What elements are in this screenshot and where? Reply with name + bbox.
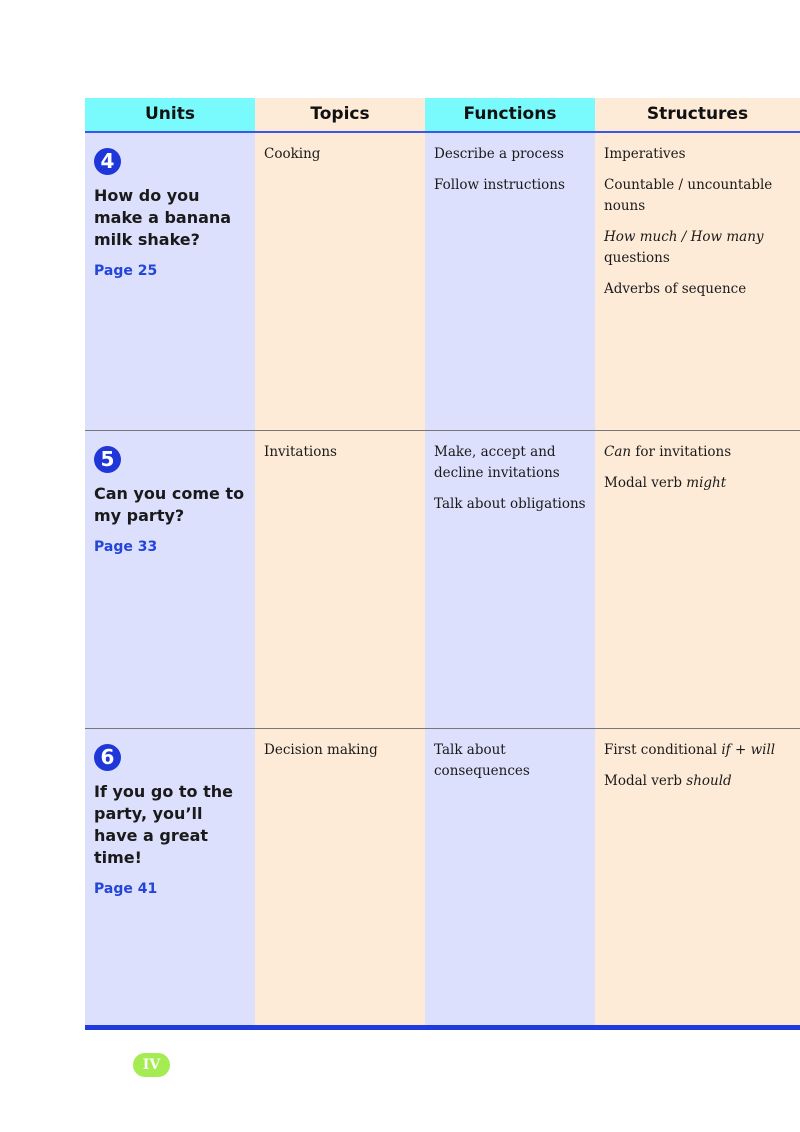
structures-cell <box>604 442 794 504</box>
topic-item: Cooking <box>264 146 321 162</box>
function-item: Follow instructions <box>434 177 565 193</box>
unit-page-link[interactable]: Page 33 <box>94 539 158 555</box>
functions-cell <box>434 442 590 525</box>
functions-header: Functions <box>425 98 595 131</box>
unit-cell <box>94 740 250 897</box>
structure-text: First conditional <box>604 742 722 758</box>
function-item: Talk about consequences <box>434 742 530 779</box>
topics-cell <box>264 740 420 771</box>
topic-item: Invitations <box>264 444 337 460</box>
unit-row-6 <box>85 729 800 1027</box>
function-item: Talk about obligations <box>434 496 586 512</box>
unit-row-5 <box>85 431 800 729</box>
structure-italic: if <box>721 742 731 758</box>
structure-italic: Can <box>604 444 632 460</box>
structure-item: Adverbs of sequence <box>604 281 747 297</box>
functions-cell <box>434 740 590 792</box>
structure-item: Imperatives <box>604 146 686 162</box>
topics-header: Topics <box>255 98 425 131</box>
unit-page-link[interactable]: Page 25 <box>94 263 158 279</box>
syllabus-table <box>85 98 800 1030</box>
unit-cell <box>94 442 250 555</box>
structure-item <box>604 473 794 494</box>
topics-cell <box>264 144 420 175</box>
structure-text: Modal verb <box>604 773 687 789</box>
unit-title: How do you make a banana milk shake? <box>94 186 232 249</box>
page-number-badge: IV <box>133 1053 170 1077</box>
topics-cell <box>264 442 420 473</box>
unit-number-badge: 6 <box>94 744 121 771</box>
unit-number-badge: 4 <box>94 148 121 175</box>
structures-header: Structures <box>595 98 800 131</box>
structure-text: Modal verb <box>604 475 687 491</box>
structure-text: + <box>730 742 751 758</box>
structure-text: for invitations <box>631 444 732 460</box>
functions-cell <box>434 144 590 206</box>
structure-italic: should <box>686 773 732 789</box>
unit-cell <box>94 144 250 279</box>
unit-page-link[interactable]: Page 41 <box>94 881 158 897</box>
structure-italic: How much / How many <box>604 229 764 245</box>
unit-title: If you go to the party, you’ll have a great time! <box>94 782 233 867</box>
units-header: Units <box>85 98 255 131</box>
structure-italic: might <box>686 475 727 491</box>
function-item: Describe a process <box>434 146 564 162</box>
unit-row-4 <box>85 133 800 431</box>
structure-item <box>604 740 794 761</box>
topic-item: Decision making <box>264 742 378 758</box>
structure-item <box>604 227 794 269</box>
structure-item <box>604 442 794 463</box>
table-bottom-border <box>85 1025 800 1030</box>
structure-text: questions <box>604 250 670 266</box>
unit-number-badge: 5 <box>94 446 121 473</box>
unit-title: Can you come to my party? <box>94 484 245 525</box>
structure-item: Countable / uncountable nouns <box>604 177 773 214</box>
function-item: Make, accept and decline invitations <box>434 444 560 481</box>
structure-item <box>604 771 794 792</box>
structures-cell <box>604 144 794 310</box>
structure-italic: will <box>750 742 776 758</box>
structures-cell <box>604 740 794 802</box>
